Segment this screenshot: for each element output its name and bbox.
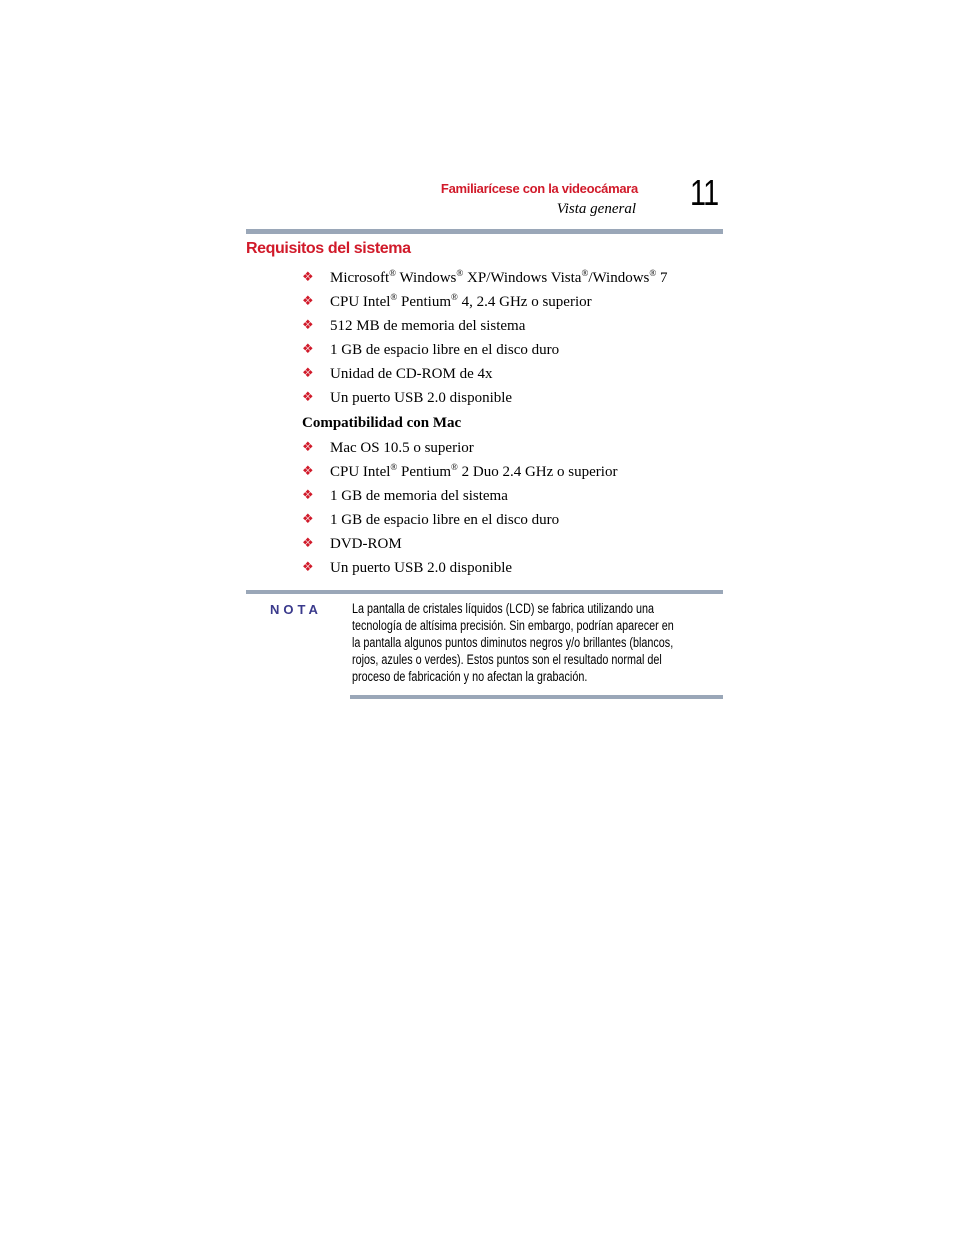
item-text: Unidad de CD-ROM de 4x [330, 366, 493, 382]
item-text: Pentium [397, 464, 452, 480]
item-text: 1 GB de memoria del sistema [330, 488, 508, 504]
item-text: Un puerto USB 2.0 disponible [330, 390, 513, 406]
bullet-icon: ❖ [302, 270, 314, 285]
list-item [302, 508, 617, 532]
note-text [352, 600, 736, 685]
note-line: proceso de fabricación y no afectan la grabación. [352, 669, 588, 684]
item-text: /Windows [588, 270, 650, 286]
item-text: 1 GB de espacio libre en el disco duro [330, 512, 560, 528]
list-item [302, 266, 667, 290]
item-text: 7 [656, 270, 668, 286]
registered-mark: ® [390, 292, 398, 302]
registered-mark: ® [451, 462, 458, 472]
header-chapter-title: Familiarícese con la videocámara [440, 181, 638, 196]
bullet-icon: ❖ [302, 488, 314, 503]
registered-mark: ® [451, 292, 458, 302]
list-item [302, 436, 617, 460]
bullet-icon: ❖ [302, 342, 314, 357]
item-text: Un puerto USB 2.0 disponible [330, 560, 513, 576]
item-text: 4, 2.4 GHz o superior [457, 294, 592, 310]
header-divider [246, 229, 723, 234]
list-item [302, 484, 617, 508]
list-item [302, 290, 667, 314]
item-text: 512 MB de memoria del sistema [330, 318, 526, 334]
registered-mark: ® [649, 268, 657, 278]
item-text: CPU Intel [330, 294, 391, 310]
note-bottom-divider [350, 695, 723, 699]
registered-mark: ® [456, 268, 464, 278]
bullet-icon: ❖ [302, 440, 314, 455]
header-section-title: Vista general [556, 201, 636, 217]
item-text: Windows [396, 270, 457, 286]
mac-requirements-list [302, 436, 617, 580]
note-line: la pantalla algunos puntos diminutos negros y/o brillantes (blancos, [352, 635, 674, 650]
list-item [302, 556, 617, 580]
item-text: CPU Intel [330, 464, 391, 480]
item-text: DVD-ROM [330, 536, 402, 552]
list-item [302, 314, 667, 338]
list-item [302, 460, 617, 484]
note-label: NOTA [270, 602, 322, 617]
list-item [302, 362, 667, 386]
list-item [302, 532, 617, 556]
list-item [302, 386, 667, 410]
registered-mark: ® [390, 462, 398, 472]
bullet-icon: ❖ [302, 464, 314, 479]
registered-mark: ® [581, 268, 589, 278]
page-number: 11 [690, 172, 719, 213]
pc-requirements-list [302, 266, 667, 410]
note-line: La pantalla de cristales líquidos (LCD) se fabrica utilizando una [352, 601, 654, 616]
bullet-icon: ❖ [302, 512, 314, 527]
note-line: rojos, azules o verdes). Estos puntos son el resultado normal del [352, 652, 662, 667]
bullet-icon: ❖ [302, 294, 314, 309]
item-text: Microsoft [330, 270, 390, 286]
item-text: 1 GB de espacio libre en el disco duro [330, 342, 560, 358]
bullet-icon: ❖ [302, 366, 314, 381]
item-text: Mac OS 10.5 o superior [330, 440, 474, 456]
section-title: Requisitos del sistema [246, 240, 411, 257]
bullet-icon: ❖ [302, 318, 314, 333]
note-top-divider [246, 590, 723, 594]
mac-compatibility-heading: Compatibilidad con Mac [302, 415, 462, 431]
bullet-icon: ❖ [302, 390, 314, 405]
list-item [302, 338, 667, 362]
note-line: tecnología de altísima precisión. Sin embargo, podrían aparecer en [352, 618, 674, 633]
bullet-icon: ❖ [302, 536, 314, 551]
registered-mark: ® [389, 268, 397, 278]
bullet-icon: ❖ [302, 560, 314, 575]
item-text: XP/Windows Vista [463, 270, 582, 286]
item-text: Pentium [397, 294, 452, 310]
item-text: 2 Duo 2.4 GHz o superior [457, 464, 618, 480]
